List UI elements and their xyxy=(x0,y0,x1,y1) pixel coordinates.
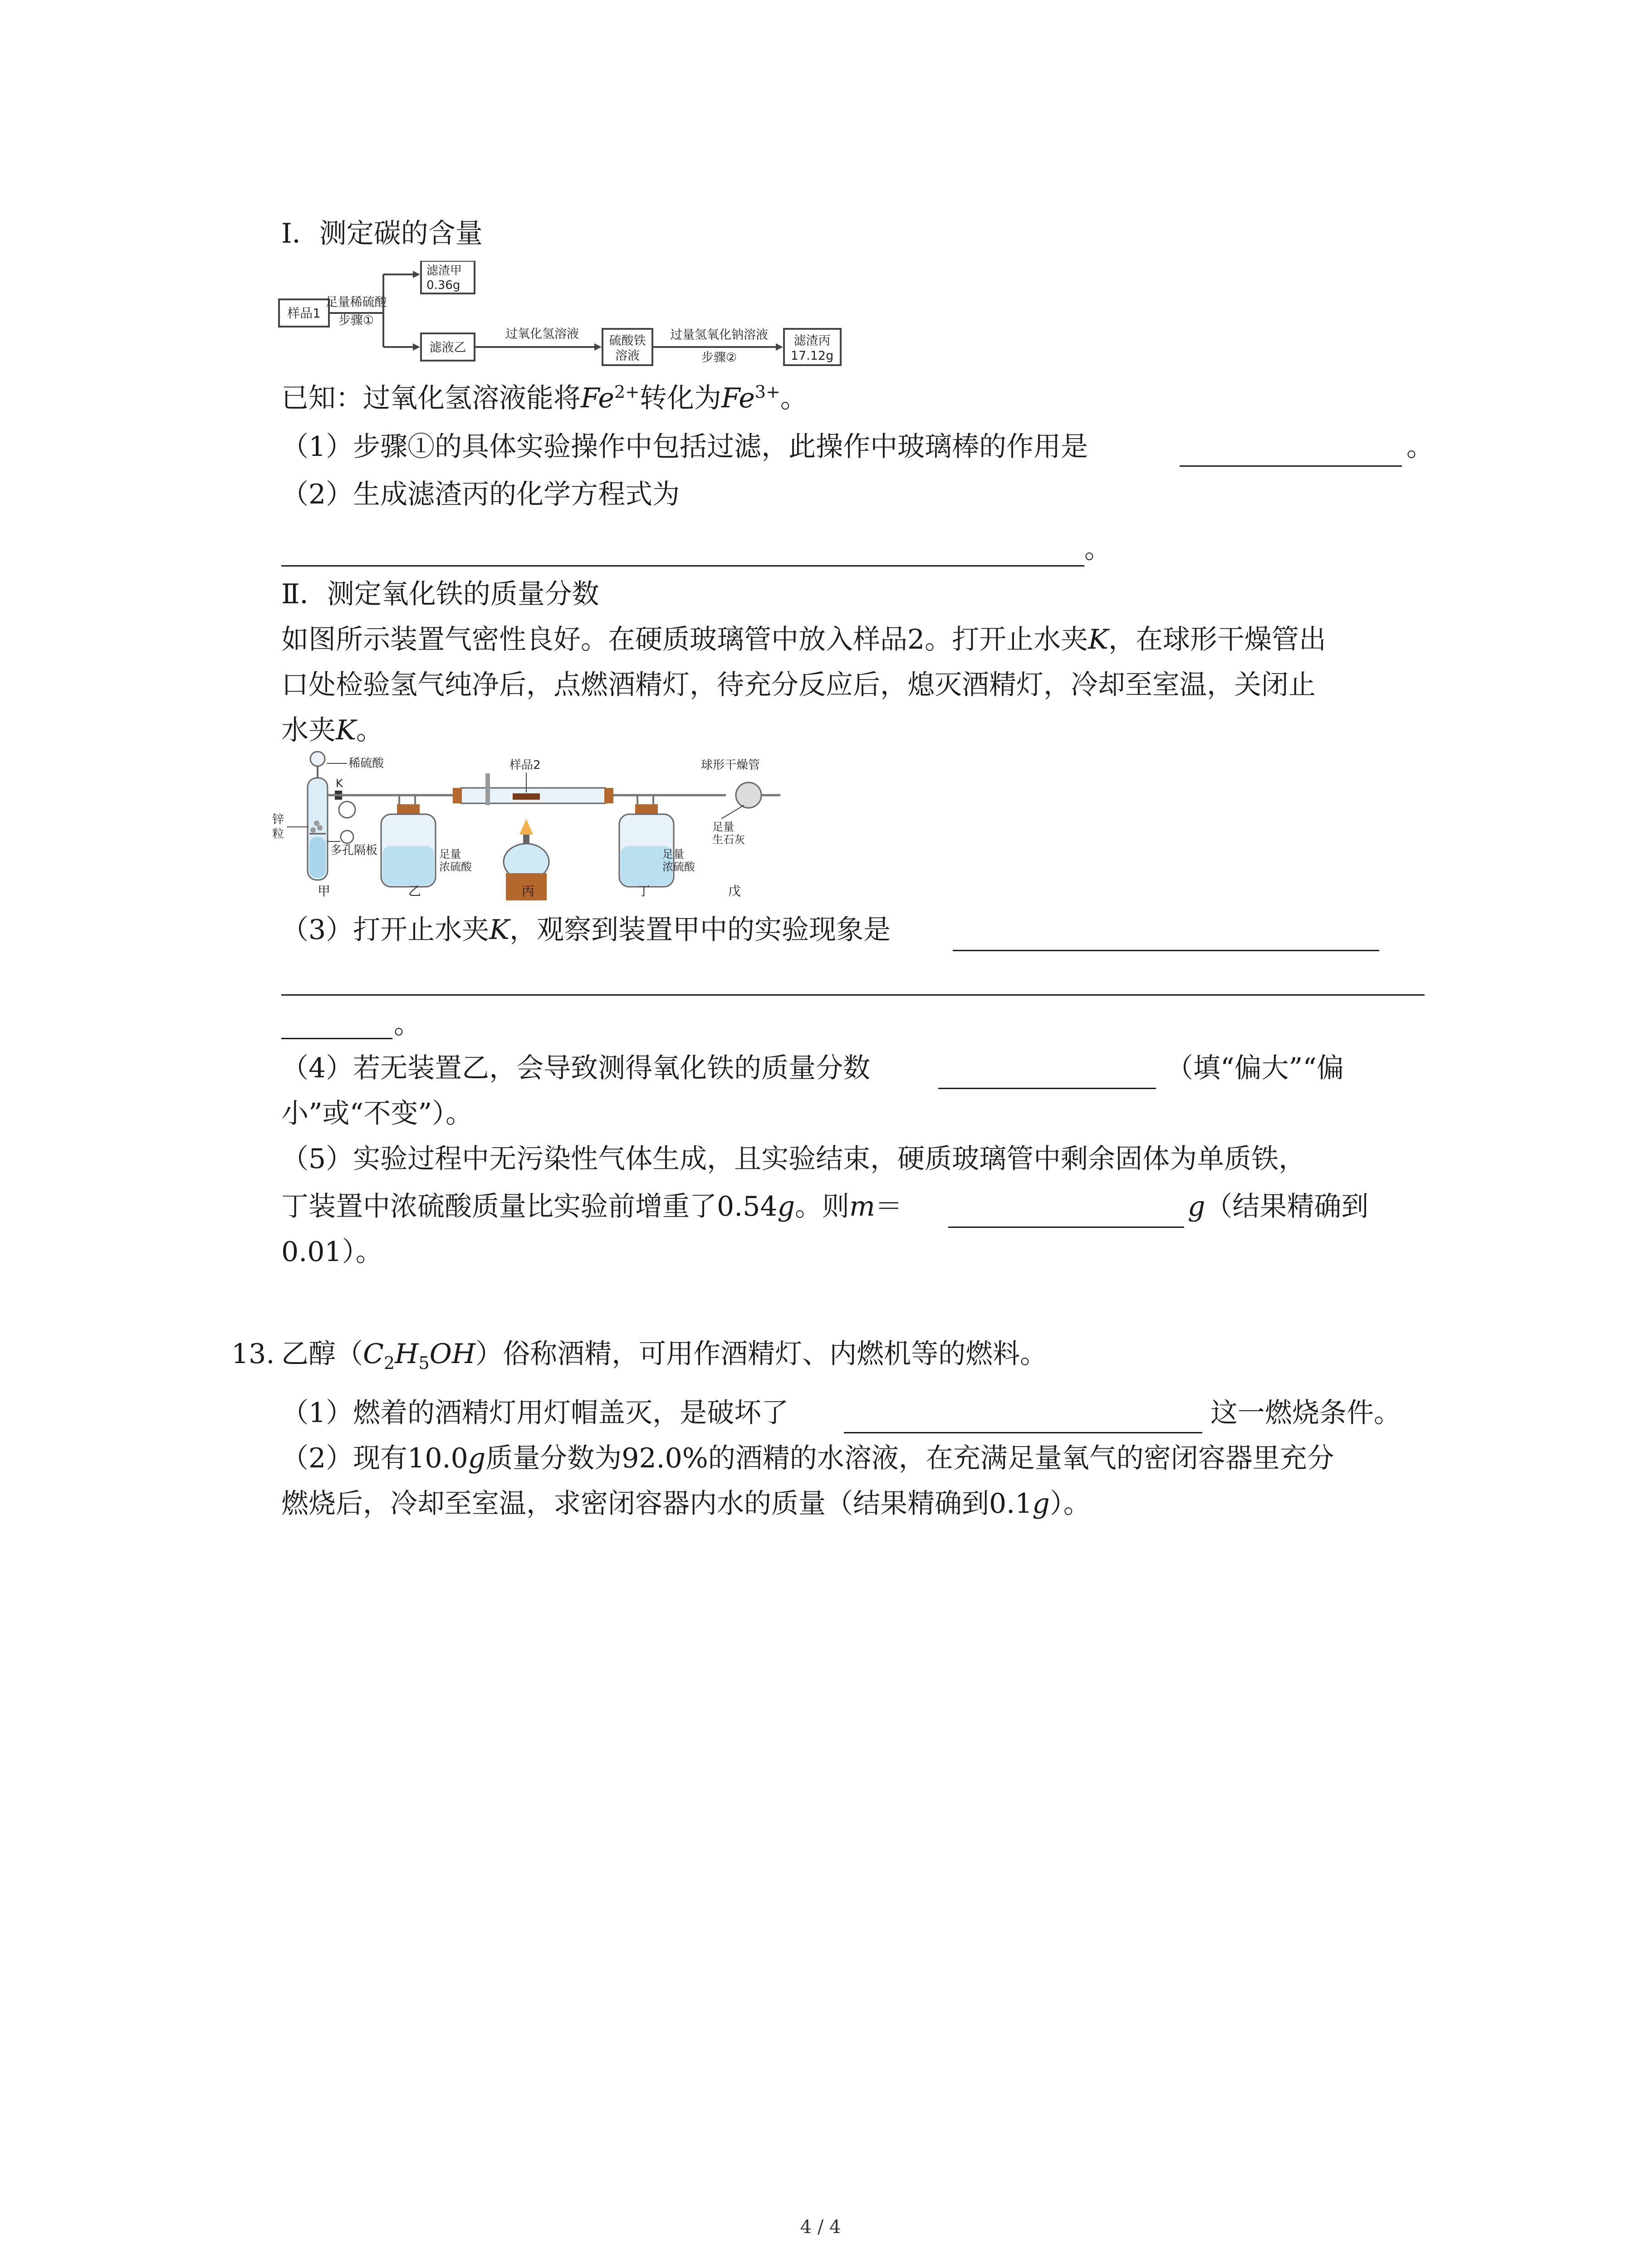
step1-label: 步骤① xyxy=(338,313,374,327)
porous-plate-label: 多孔隔板 xyxy=(330,844,378,857)
answer-blank-q5[interactable] xyxy=(948,1216,1184,1228)
fe3-ion: Fe xyxy=(721,382,755,414)
h2o2-label: 过氧化氢溶液 xyxy=(505,327,579,341)
residue-c-label: 滤渣丙 xyxy=(794,334,831,348)
svg-text:足量: 足量 xyxy=(439,848,461,860)
funnel-bulb xyxy=(310,752,325,766)
part2-intro-line1: 如图所示装置气密性良好。在硬质玻璃管中放入样品2。打开止水夹K，在球形干燥管出 xyxy=(281,624,1327,655)
answer-blank-q4[interactable] xyxy=(938,1077,1156,1089)
fe2-ion: Fe xyxy=(581,382,614,414)
residue-c-mass: 17.12g xyxy=(790,349,834,363)
conc-acid-label-yi: 浓硫酸 xyxy=(439,860,472,873)
question-13-number: 13. xyxy=(231,1338,275,1370)
sample2-label: 样品2 xyxy=(509,758,541,772)
drying-tube-label: 球形干燥管 xyxy=(701,758,760,772)
apparatus-label: 戊 xyxy=(728,884,741,899)
clamp-k-label: K xyxy=(336,777,343,790)
svg-text:足量: 足量 xyxy=(712,821,734,833)
flame xyxy=(519,819,533,835)
dilute-acid-label: 稀硫酸 xyxy=(348,757,384,770)
sample1-label: 样品1 xyxy=(287,306,321,321)
part2-intro-line3: 水夹K。 xyxy=(281,714,383,746)
conc-acid-label-ding: 浓硫酸 xyxy=(662,860,695,873)
part2-heading: Ⅱ．测定氧化铁的质量分数 xyxy=(281,578,599,610)
question-13-2-line2: 燃烧后，冷却至室温，求密闭容器内水的质量（结果精确到0.1g）。 xyxy=(281,1488,1091,1520)
filtrate-b-label: 滤液乙 xyxy=(429,341,466,355)
answer-blank-q3-c[interactable] xyxy=(281,1027,392,1039)
apparatus-label: 甲 xyxy=(318,884,331,899)
answer-blank-q2[interactable] xyxy=(281,554,1084,567)
fe-sulfate-label-2: 溶液 xyxy=(615,349,640,363)
residue-a-label: 滤渣甲 xyxy=(426,264,462,278)
apparatus-label: 乙 xyxy=(408,884,421,899)
residue-a-mass: 0.36g xyxy=(426,279,460,292)
drying-tube xyxy=(736,782,761,808)
quicklime-label: 生石灰 xyxy=(712,833,745,846)
question-3: （3）打开止水夹K，观察到装置甲中的实验现象是 xyxy=(281,914,891,946)
apparatus-label: 丙 xyxy=(522,884,535,899)
acid-label: 足量稀硫酸 xyxy=(325,295,387,309)
question-13-2: （2）现有10.0g质量分数为92.0%的酒精的水溶液，在充满足量氧气的密闭容器里充分 xyxy=(281,1442,1334,1474)
fe-sulfate-label: 硫酸铁 xyxy=(609,334,646,348)
apparatus-diagram xyxy=(268,751,794,900)
zinc-label: 锌 xyxy=(272,813,284,826)
answer-blank-13-1[interactable] xyxy=(844,1421,1202,1433)
question-2: （2）生成滤渣丙的化学方程式为 xyxy=(281,479,680,510)
part1-heading: Ⅰ．测定碳的含量 xyxy=(281,218,483,249)
question-5: （5）实验过程中无污染性气体生成，且实验结束，硬质玻璃管中剩余固体为单质铁， xyxy=(281,1143,1306,1175)
carbon-flow-diagram xyxy=(277,261,844,370)
answer-blank-q3-b[interactable] xyxy=(281,983,1425,996)
question-13-1: （1）燃着的酒精灯用灯帽盖灭，是破坏了 xyxy=(281,1397,789,1429)
question-4: （4）若无装置乙，会导致测得氧化铁的质量分数 xyxy=(281,1052,871,1084)
page-number: 4 / 4 xyxy=(800,2217,841,2238)
question-1: （1）步骤①的具体实验操作中包括过滤，此操作中玻璃棒的作用是 xyxy=(281,431,1088,463)
part2-intro-line2: 口处检验氢气纯净后，点燃酒精灯，待充分反应后，熄灭酒精灯，冷却至室温，关闭止 xyxy=(281,669,1316,701)
answer-blank-q1[interactable] xyxy=(1180,455,1402,467)
known-statement: 已知：过氧化氢溶液能将$Fe^{2+}$转化为$Fe^{3+}$。 xyxy=(281,382,808,414)
apparatus-label: 丁 xyxy=(637,884,651,899)
step2-label: 步骤② xyxy=(701,351,737,365)
question-5-line2: 丁装置中浓硫酸质量比实验前增重了0.54g。则m＝ xyxy=(281,1191,902,1222)
svg-text:足量: 足量 xyxy=(662,848,684,860)
question-13-stem: 乙醇$(C_2H_5OH)$俗称酒精，可用作酒精灯、内燃机等的燃料。 xyxy=(281,1338,1048,1373)
answer-blank-q3-a[interactable] xyxy=(953,939,1379,951)
svg-text:粒: 粒 xyxy=(272,827,284,841)
naoh-label: 过量氢氧化钠溶液 xyxy=(670,328,768,342)
